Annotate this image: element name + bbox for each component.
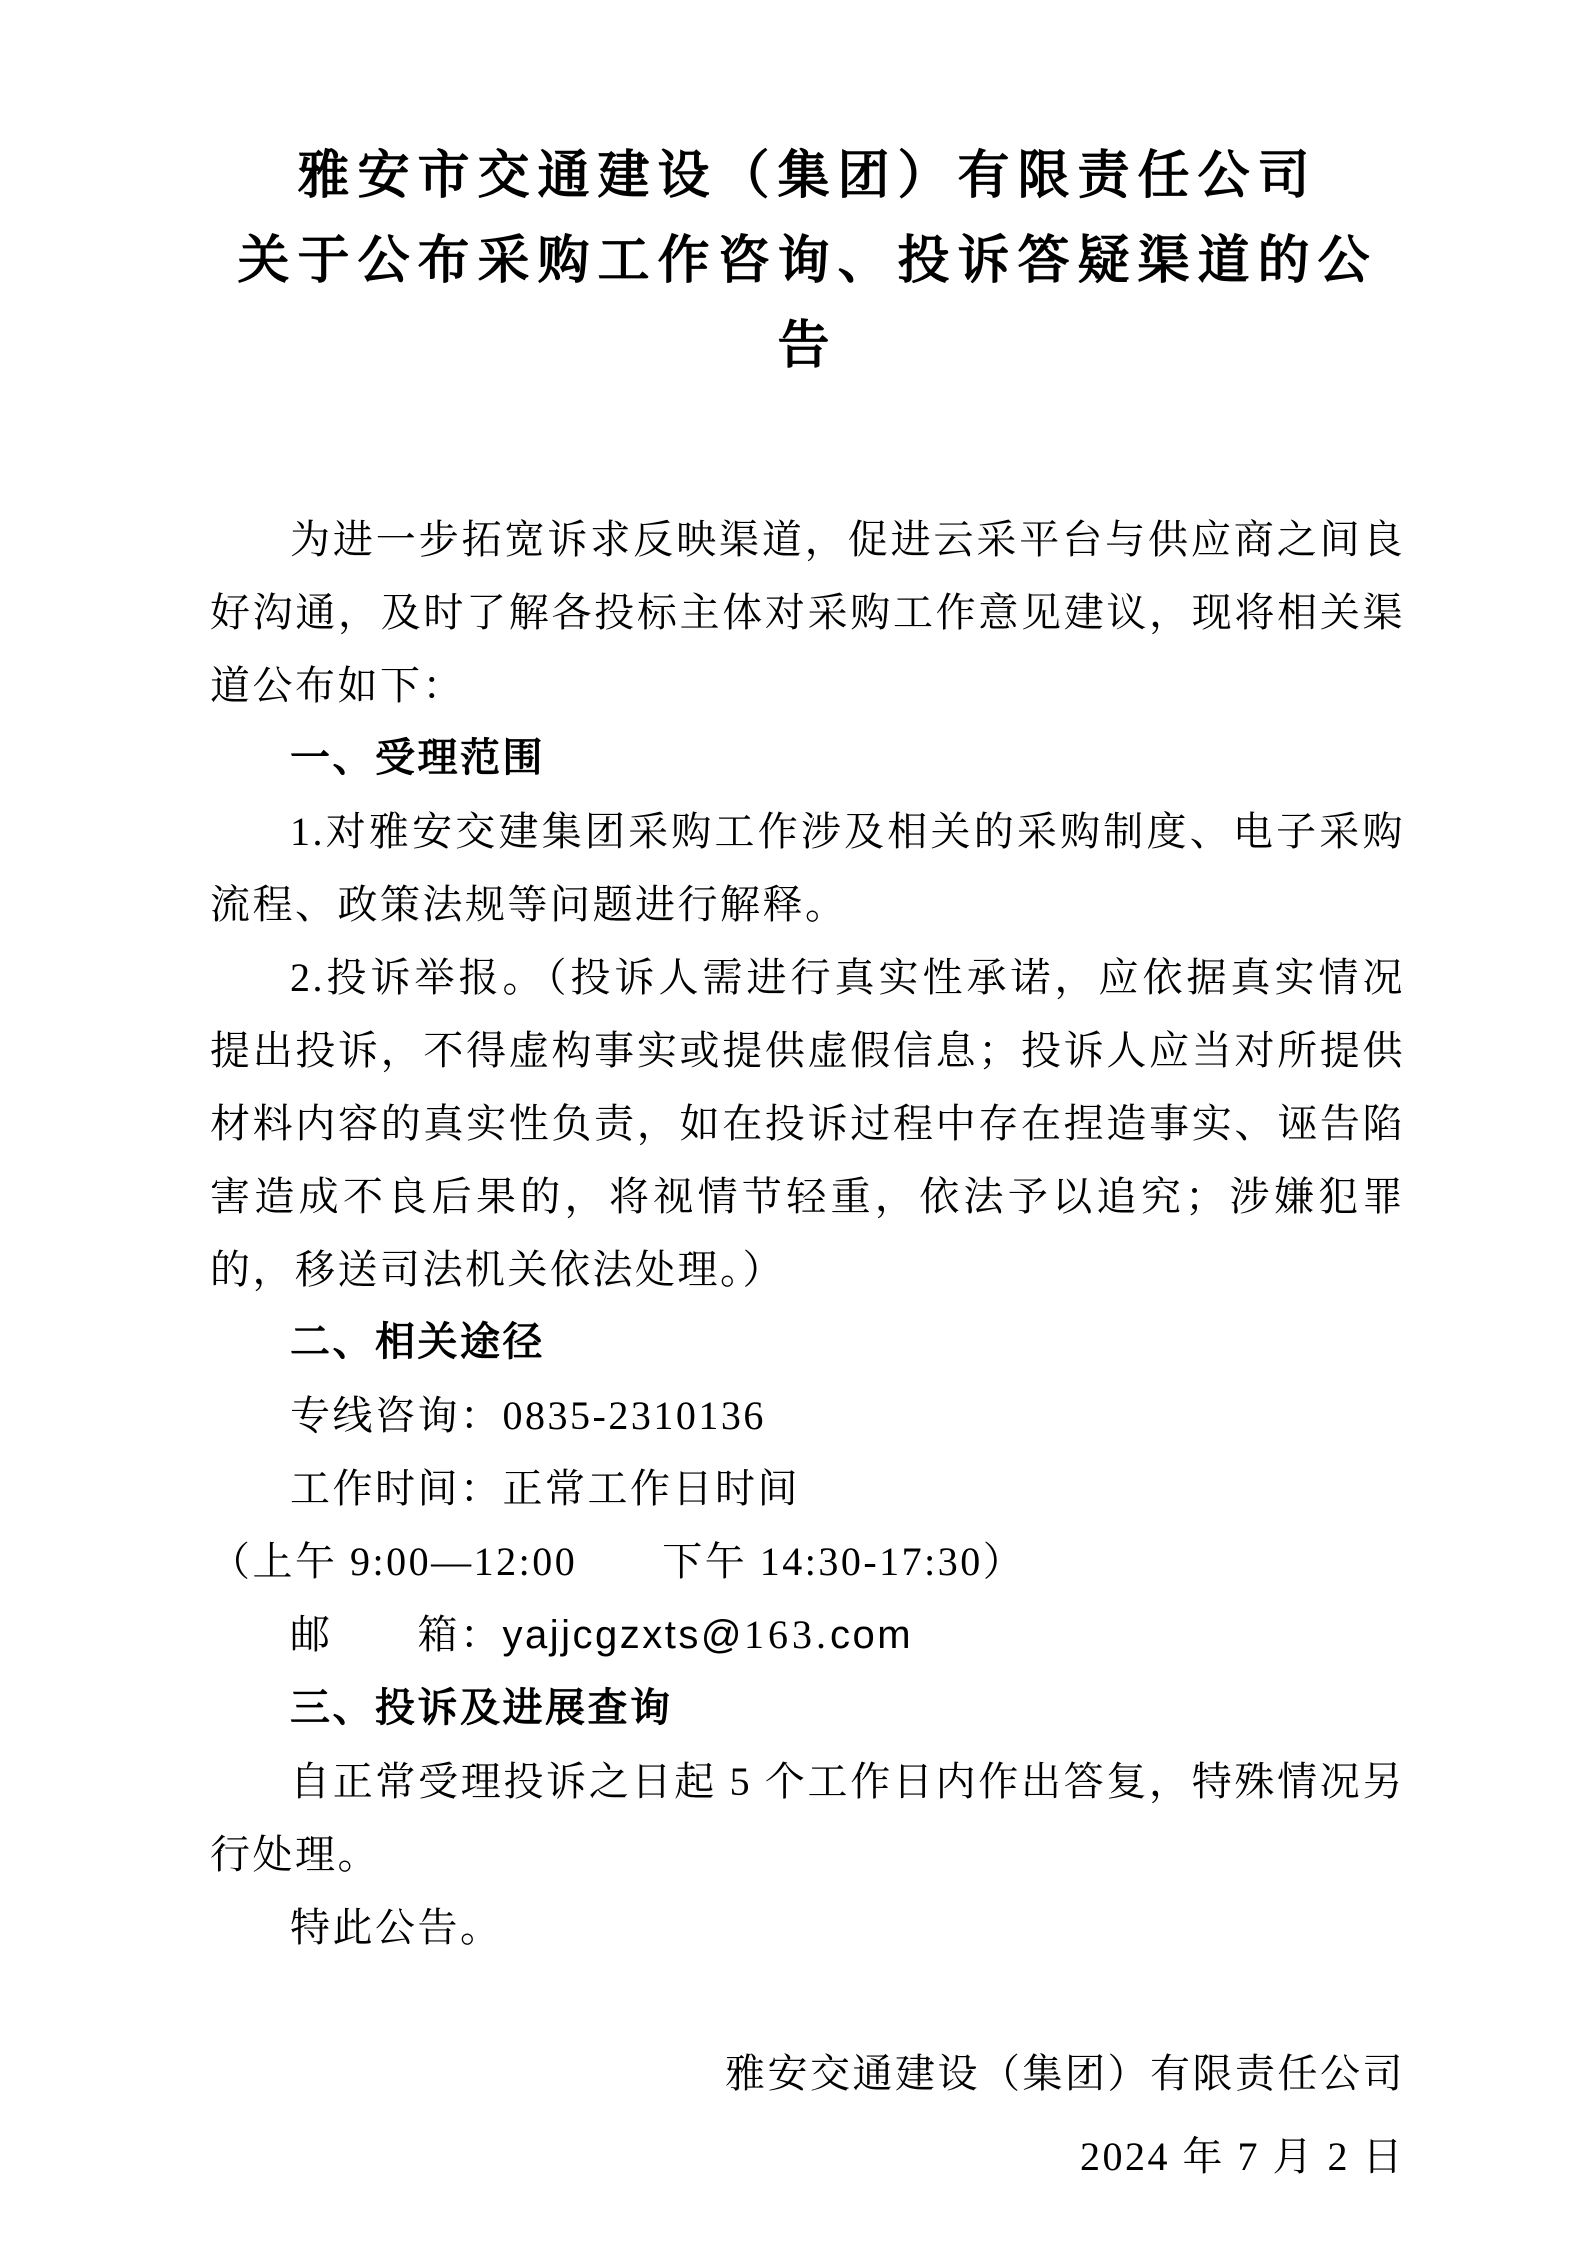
email-domain-number: 163. bbox=[743, 1612, 830, 1657]
working-hours-line bbox=[210, 1452, 1405, 1525]
working-hours-label: 工作时间： bbox=[290, 1466, 503, 1511]
working-hours-detail-line: （上午 9:00—12:00 下午 14:30-17:30） bbox=[210, 1539, 1026, 1584]
blank-spacer bbox=[210, 1964, 1405, 2037]
closing-line: 特此公告。 bbox=[290, 1905, 503, 1950]
section-3-heading: 三、投诉及进展查询 bbox=[290, 1686, 673, 1730]
hotline-label: 专线咨询： bbox=[290, 1393, 503, 1438]
document-body bbox=[210, 503, 1405, 2193]
title-line-2: 关于公布采购工作咨询、投诉答疑渠道的公告 bbox=[237, 233, 1378, 375]
email-line bbox=[210, 1598, 1405, 1672]
section-1-heading: 一、受理范围 bbox=[290, 736, 545, 780]
title-line-1: 雅安市交通建设（集团）有限责任公司 bbox=[297, 148, 1318, 205]
email-domain-suffix: com bbox=[829, 1613, 914, 1657]
section-1-item-1: 1.对雅安交建集团采购工作涉及相关的采购制度、电子采购流程、政策法规等问题进行解释。 bbox=[210, 809, 1405, 927]
section-2-heading: 二、相关途径 bbox=[290, 1320, 545, 1364]
document-title bbox=[210, 134, 1405, 389]
working-hours-value: 正常工作日时间 bbox=[502, 1466, 800, 1511]
date-line: 2024 年 7 月 2 日 bbox=[1080, 2134, 1405, 2179]
signature-line: 雅安交通建设（集团）有限责任公司 bbox=[725, 2051, 1405, 2096]
email-label: 邮 箱： bbox=[290, 1612, 503, 1657]
hotline-line bbox=[210, 1379, 1405, 1452]
email-user-part: yajjcgzxts@ bbox=[502, 1613, 744, 1657]
section-1-item-2: 2.投诉举报。（投诉人需进行真实性承诺，应依据真实情况提出投诉，不得虚构事实或提供虚假信息；投诉人应当对所提供材料内容的真实性负责，如在投诉过程中存在捏造事实、诬告陷害造成不良后果的，将视情节轻重，依法予以追究；涉嫌犯罪的，移送司法机关依法处理。） bbox=[210, 955, 1405, 1292]
hotline-number: 0835-2310136 bbox=[502, 1393, 766, 1438]
section-3-paragraph: 自正常受理投诉之日起 5 个工作日内作出答复，特殊情况另行处理。 bbox=[210, 1759, 1405, 1877]
intro-paragraph: 为进一步拓宽诉求反映渠道，促进云采平台与供应商之间良好沟通，及时了解各投标主体对采购工作意见建议，现将相关渠道公布如下： bbox=[210, 517, 1405, 708]
